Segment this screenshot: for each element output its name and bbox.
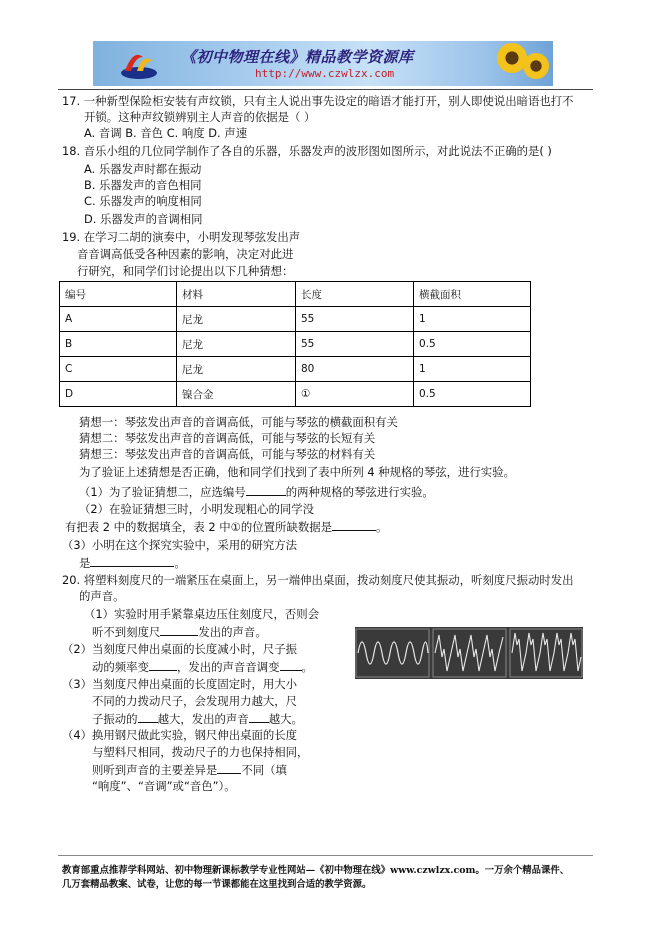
q17-options: A. 音调 B. 音色 C. 响度 D. 声速 xyxy=(84,126,248,140)
answer-blank[interactable] xyxy=(90,554,174,567)
q20-s3-text: 越大。 xyxy=(268,712,303,726)
table-cell: 尼龙 xyxy=(177,332,296,357)
waveform-figure xyxy=(355,627,583,679)
table-header-cell: 横截面积 xyxy=(414,282,531,307)
q20-s2-text: ，发出的声音音调变 xyxy=(176,660,280,674)
q18-option-b: B. 乐器发声的音色相同 xyxy=(84,178,202,192)
q20-s4-text: 不同（填 xyxy=(241,763,287,777)
q19-sub1 xyxy=(79,483,434,500)
footer-line2: 几万套精品教案、试卷，让您的每一节课都能在这里找到合适的教学资源。 xyxy=(62,879,372,890)
q18-stem: 18. 音乐小组的几位同学制作了各自的乐器，乐器发声的波形图如图所示，对此说法不正确的是( ) xyxy=(62,144,552,158)
q19-sub3-text: 。 xyxy=(174,556,186,570)
sunflower-icon xyxy=(523,53,549,79)
table-cell: ① xyxy=(296,382,414,407)
q19-guess-3: 猜想三：琴弦发出声音的音调高低，可能与琴弦的材料有关 xyxy=(79,447,376,461)
q20-s1-text: 听不到刻度尺 xyxy=(92,625,161,639)
q18-option-a: A. 乐器发声时都在振动 xyxy=(84,162,202,176)
q17-stem-line2: 开锁。这种声纹锁辨别主人声音的依据是（ ） xyxy=(84,110,316,124)
table-cell: 55 xyxy=(296,332,414,357)
q20-s1-text: 发出的声音。 xyxy=(198,625,267,639)
table-cell: 尼龙 xyxy=(177,357,296,382)
table-cell: 尼龙 xyxy=(177,307,296,332)
q17-stem-line1: 17. 一种新型保险柜安装有声纹锁，只有主人说出事先设定的暗语才能打开，别人即使说出暗语也打不 xyxy=(62,94,574,108)
q20-s3-text: 越大，发出的声音 xyxy=(157,712,249,726)
q19-sub2-text: 。 xyxy=(376,520,388,534)
answer-blank[interactable] xyxy=(249,710,269,723)
q20-s4-line4: “响度”、“音调”或“音色”）。 xyxy=(92,779,236,793)
q20-s4-line2: 与塑料尺相同，拨动尺子的力也保持相同， xyxy=(92,745,309,759)
table-row xyxy=(60,332,531,357)
table-cell: C xyxy=(60,357,177,382)
q19-sub2-line2 xyxy=(65,518,387,535)
table-cell: 0.5 xyxy=(414,332,531,357)
q20-s3-line3 xyxy=(92,710,303,727)
q19-guess-1: 猜想一：琴弦发出声音的音调高低，可能与琴弦的横截面积有关 xyxy=(79,415,398,429)
q20-s2-line1: （2）当刻度尺伸出桌面的长度减小时，尺子振 xyxy=(62,642,298,656)
footer-line1: 教育部重点推荐学科网站、初中物理新课标教学专业性网站—《初中物理在线》www.czwlzx.com。一万余个精品课件、 xyxy=(62,865,570,876)
header-divider xyxy=(58,89,593,90)
q20-s2-line2 xyxy=(92,658,313,675)
q20-s2-text: 动的频率变 xyxy=(92,660,149,674)
table-cell: 镍合金 xyxy=(177,382,296,407)
q19-sub1-text: （1）为了验证猜想二，应选编号 xyxy=(79,485,246,499)
table-cell: A xyxy=(60,307,177,332)
q20-s1-line2 xyxy=(92,623,267,640)
answer-blank[interactable] xyxy=(332,518,376,531)
answer-blank[interactable] xyxy=(280,658,302,671)
q19-sub3-line1: （3）小明在这个探究实验中，采用的研究方法 xyxy=(62,538,298,552)
q19-sub3-text: 是 xyxy=(79,556,91,570)
q20-s4-text: 则听到声音的主要差异是 xyxy=(92,763,218,777)
table-header-cell: 编号 xyxy=(60,282,177,307)
q19-intro-line2: 音音调高低受各种因素的影响，决定对此进 xyxy=(77,247,294,261)
q20-s3-line2: 不同的力拨动尺子，会发现用力越大，尺 xyxy=(92,694,298,708)
q19-verify: 为了验证上述猜想是否正确，他和同学们找到了表中所列 4 种规格的琴弦，进行实验。 xyxy=(79,465,515,479)
table-header-cell: 长度 xyxy=(296,282,414,307)
table-cell: 1 xyxy=(414,357,531,382)
q20-s4-line3 xyxy=(92,761,287,778)
q19-sub1-text: 的两种规格的琴弦进行实验。 xyxy=(285,485,434,499)
answer-blank[interactable] xyxy=(138,710,158,723)
site-logo-icon xyxy=(119,47,159,81)
table-cell: 55 xyxy=(296,307,414,332)
q20-s3-line1: （3）当刻度尺伸出桌面的长度固定时，用大小 xyxy=(62,677,298,691)
table-cell: B xyxy=(60,332,177,357)
footer-divider xyxy=(58,855,593,856)
banner-title: 《初中物理在线》精品教学资源库 xyxy=(181,48,414,66)
answer-blank[interactable] xyxy=(160,623,198,636)
q20-stem-line1: 20. 将塑料刻度尺的一端紧压在桌面上，另一端伸出桌面，拨动刻度尺使其振动，听刻度尺振动时发出 xyxy=(62,573,574,587)
table-cell: 80 xyxy=(296,357,414,382)
header-banner xyxy=(93,41,553,86)
table-cell: D xyxy=(60,382,177,407)
q18-option-d: D. 乐器发声的音调相同 xyxy=(84,212,203,226)
q19-intro-line3: 行研究，和同学们讨论提出以下几种猜想： xyxy=(77,264,294,278)
q19-sub2-text: 有把表 2 中的数据填全，表 2 中①的位置所缺数据是 xyxy=(65,520,333,534)
table-cell: 0.5 xyxy=(414,382,531,407)
q19-guess-2: 猜想二：琴弦发出声音的音调高低，可能与琴弦的长短有关 xyxy=(79,431,376,445)
table-header-cell: 材料 xyxy=(177,282,296,307)
table-row xyxy=(60,357,531,382)
answer-blank[interactable] xyxy=(246,483,286,496)
q19-sub3-line2 xyxy=(79,554,186,571)
string-spec-table xyxy=(59,281,531,407)
q19-sub2-line1: （2）在验证猜想三时，小明发现粗心的同学没 xyxy=(79,502,315,516)
q20-s1-line1: （1）实验时用手紧靠桌边压住刻度尺，否则会 xyxy=(84,607,320,621)
table-row xyxy=(60,307,531,332)
q19-intro-line1: 19. 在学习二胡的演奏中，小明发现琴弦发出声 xyxy=(62,230,301,244)
table-cell: 1 xyxy=(414,307,531,332)
q20-s3-text: 子振动的 xyxy=(92,712,138,726)
q18-option-c: C. 乐器发声的响度相同 xyxy=(84,194,202,208)
answer-blank[interactable] xyxy=(149,658,177,671)
q20-s4-line1: （4）换用钢尺做此实验，钢尺伸出桌面的长度 xyxy=(62,728,298,742)
q20-stem-line2: 的声音。 xyxy=(79,589,125,603)
answer-blank[interactable] xyxy=(217,761,241,774)
table-header-row xyxy=(60,282,531,307)
table-row xyxy=(60,382,531,407)
banner-url[interactable]: http://www.czwlzx.com xyxy=(255,67,395,80)
q20-s2-text: 。 xyxy=(301,660,313,674)
